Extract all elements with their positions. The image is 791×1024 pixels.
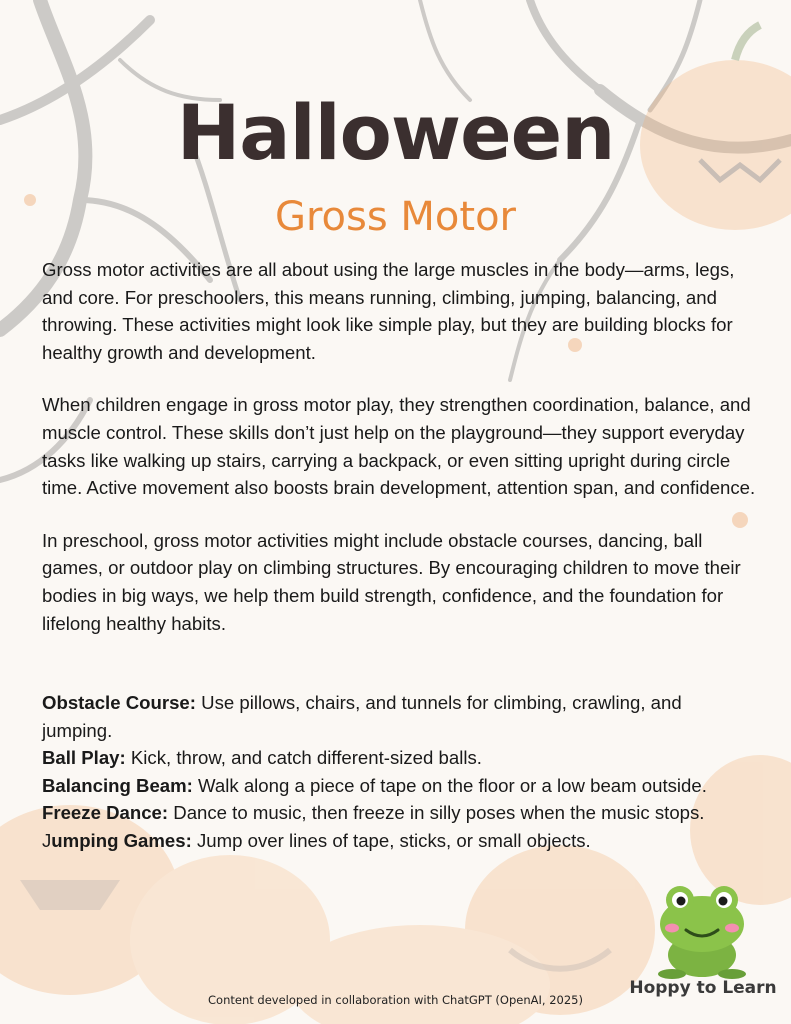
activity-name: umping Games:: [51, 829, 192, 851]
activity-name: Freeze Dance:: [42, 802, 169, 824]
activity-item: [42, 827, 742, 855]
activity-description: Kick, throw, and catch different-sized balls.: [130, 747, 482, 769]
activity-description: Walk along a piece of tape on the floor or a low beam outside.: [198, 774, 707, 796]
activity-description: Use pillows, chairs, and tunnels for climbing, crawling, and jumping.: [42, 692, 682, 741]
activity-name: Ball Play:: [42, 747, 126, 769]
paragraph: Gross motor activities are all about using the large muscles in the body—arms, legs, and core. For preschoolers, this means running, climbing, jumping, balancing, and throwing. These activities might look like simple play, but they are building blocks for healthy growth and development.: [42, 259, 735, 363]
activity-name: Balancing Beam:: [42, 774, 193, 796]
activity-list: [42, 689, 742, 855]
logo-text: Hoppy to Learn: [629, 978, 777, 998]
activity-description: Jump over lines of tape, sticks, or small objects.: [196, 829, 591, 851]
page-subtitle: Gross Motor: [274, 194, 516, 240]
credit-line: Content developed in collaboration with ChatGPT (OpenAI, 2025): [208, 993, 583, 1007]
activity-item: [42, 744, 742, 772]
activity-item: [42, 799, 742, 827]
hoppy-to-learn-logo: [628, 880, 778, 1010]
intro-text: [42, 256, 757, 662]
activity-name: Obstacle Course:: [42, 692, 196, 713]
frog-icon: [646, 880, 758, 980]
activity-item: [42, 772, 742, 800]
page-title: Halloween: [176, 88, 615, 177]
activity-description: Dance to music, then freeze in silly poses when the music stops.: [173, 802, 705, 824]
activity-item: [42, 689, 742, 744]
paragraph: When children engage in gross motor play, they strengthen coordination, balance, and muscle control. These skills don’t just help on the playground—they support everyday tasks like walking up stairs, carrying a backpack, or even sitting upright during circle time. Active movement also boosts brain development, attention span, and confidence.: [42, 394, 756, 499]
paragraph: In preschool, gross motor activities might include obstacle courses, dancing, ball games, or outdoor play on climbing structures. By encouraging children to move their bodies in big ways, we help them build strength, confidence, and the foundation for lifelong healthy habits.: [42, 529, 741, 634]
activity-name-initial: J: [42, 829, 52, 851]
